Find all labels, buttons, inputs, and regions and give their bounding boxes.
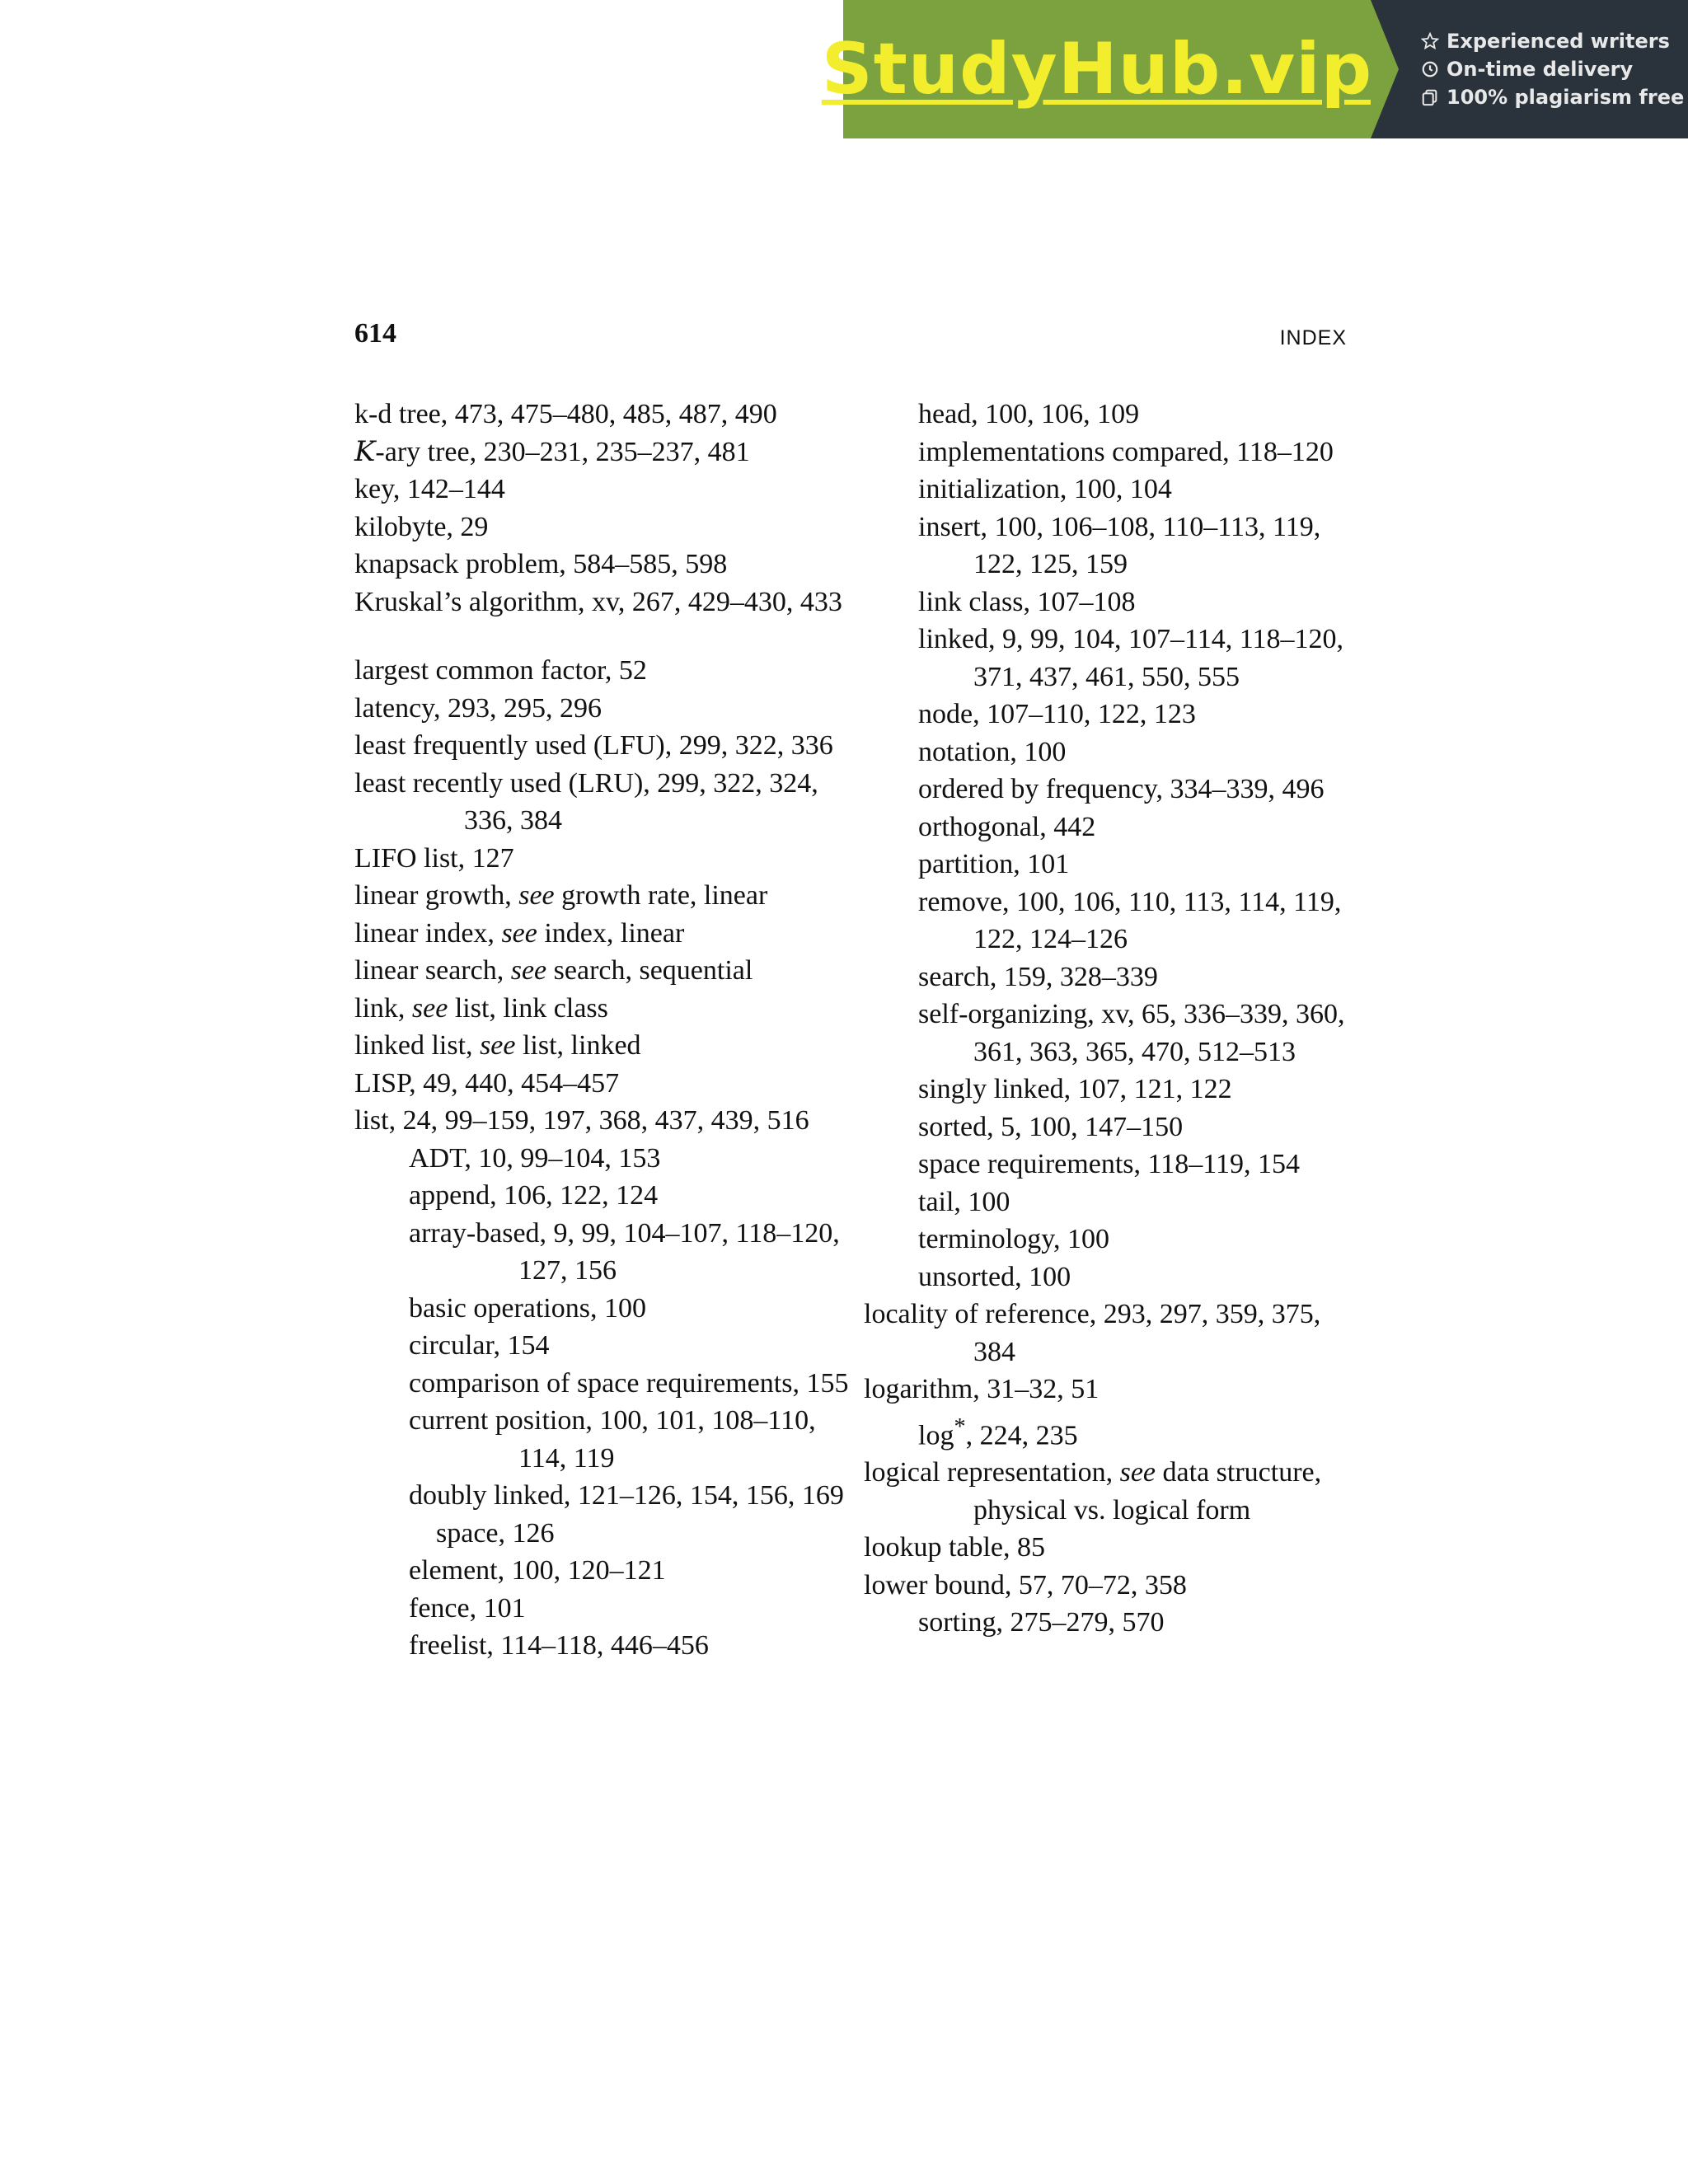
- index-entry: kilobyte, 29: [354, 511, 489, 542]
- index-subentry: current position, 100, 101, 108–110, 114, 119: [409, 1405, 816, 1474]
- index-subentry: partition, 101: [918, 849, 1070, 879]
- index-subentry: [864, 1408, 1358, 1455]
- index-entry-text: link,: [354, 992, 412, 1024]
- copy-icon: [1420, 87, 1440, 107]
- feature-label: On-time delivery: [1447, 58, 1634, 81]
- index-subentry: search, 159, 328–339: [918, 961, 1158, 992]
- index-subentry: space requirements, 118–119, 154: [918, 1149, 1300, 1179]
- index-entry: logarithm, 31–32, 51: [864, 1374, 1100, 1404]
- see-reference: see: [1119, 1457, 1156, 1488]
- index-subentry: append, 106, 122, 124: [409, 1180, 659, 1211]
- index-entry: knapsack problem, 584–585, 598: [354, 549, 728, 579]
- brand-panel: [821, 0, 1373, 138]
- index-subentry: element, 100, 120–121: [409, 1555, 666, 1586]
- index-column-right: [864, 396, 1358, 1642]
- index-entry: [864, 1454, 1358, 1529]
- index-subentry: array-based, 9, 99, 104–107, 118–120, 127, 156: [409, 1217, 840, 1286]
- index-entry: k-d tree, 473, 475–480, 485, 487, 490: [354, 399, 777, 429]
- index-entry: [354, 1027, 849, 1065]
- index-subentry: link class, 107–108: [918, 586, 1136, 617]
- feature-label: 100% plagiarism free: [1447, 86, 1685, 109]
- math-log: log: [918, 1419, 954, 1451]
- index-entry-text: linear growth,: [354, 880, 519, 911]
- clock-icon: [1420, 59, 1440, 79]
- index-entry: [354, 952, 849, 990]
- index-subentry: sorting, 275–279, 570: [918, 1607, 1165, 1638]
- math-superscript: *: [954, 1413, 966, 1440]
- see-reference: see: [480, 1030, 516, 1061]
- index-entry: least frequently used (LFU), 299, 322, 336: [354, 730, 833, 761]
- index-subentry: ordered by frequency, 334–339, 496: [918, 774, 1325, 804]
- index-subentry: freelist, 114–118, 446–456: [409, 1630, 709, 1661]
- feature-label: Experienced writers: [1447, 30, 1670, 53]
- feature-item: [1420, 86, 1688, 109]
- running-head: INDEX: [1279, 326, 1347, 349]
- index-entry-text: index, linear: [537, 917, 685, 949]
- index-subentry: head, 100, 106, 109: [918, 399, 1140, 429]
- index-subentry: tail, 100: [918, 1186, 1010, 1217]
- index-entry: list, 24, 99–159, 197, 368, 437, 439, 516: [354, 1105, 809, 1136]
- index-entry-text: , 224, 235: [965, 1419, 1078, 1451]
- page-number: 614: [354, 318, 396, 349]
- index-subsubentry: space, 126: [436, 1517, 555, 1549]
- index-entry-text: search, sequential: [546, 955, 753, 986]
- index-entry-text: -ary tree, 230–231, 235–237, 481: [375, 436, 750, 467]
- section-gap: [354, 621, 849, 652]
- ad-banner[interactable]: [821, 0, 1688, 138]
- feature-item: [1420, 58, 1688, 81]
- see-reference: see: [411, 992, 448, 1024]
- index-subentry: basic operations, 100: [409, 1292, 646, 1324]
- index-subentry: terminology, 100: [918, 1224, 1109, 1254]
- index-subentry: doubly linked, 121–126, 154, 156, 169: [409, 1480, 844, 1511]
- star-icon: [1420, 31, 1440, 51]
- index-entry-text: growth rate, linear: [554, 880, 768, 911]
- index-entry: key, 142–144: [354, 474, 505, 504]
- index-entry: LISP, 49, 440, 454–457: [354, 1067, 620, 1099]
- index-subentry: node, 107–110, 122, 123: [918, 699, 1196, 729]
- index-entry-text: list, link class: [448, 992, 608, 1024]
- index-column-left: [354, 396, 849, 1665]
- index-entry-text: linked list,: [354, 1030, 481, 1061]
- index-entry-text: linear index,: [354, 917, 502, 949]
- index-subentry: fence, 101: [409, 1592, 526, 1624]
- index-subentry: ADT, 10, 99–104, 153: [409, 1142, 661, 1174]
- index-entry-text: logical representation,: [864, 1457, 1120, 1488]
- index-subentry: circular, 154: [409, 1330, 550, 1361]
- index-subentry: remove, 100, 106, 110, 113, 114, 119, 122, 124–126: [918, 886, 1342, 954]
- index-subentry: singly linked, 107, 121, 122: [918, 1074, 1232, 1104]
- index-subentry: linked, 9, 99, 104, 107–114, 118–120, 371, 437, 461, 550, 555: [918, 624, 1343, 692]
- see-reference: see: [510, 955, 547, 986]
- index-subentry: initialization, 100, 104: [918, 474, 1172, 504]
- index-entry: [354, 434, 849, 471]
- index-entry: locality of reference, 293, 297, 359, 375, 384: [864, 1299, 1321, 1367]
- index-entry-text: data structure, physical vs. logical form: [973, 1457, 1322, 1526]
- index-subentry: self-organizing, xv, 65, 336–339, 360, 361, 363, 365, 470, 512–513: [918, 999, 1345, 1067]
- index-subentry: comparison of space requirements, 155: [409, 1367, 849, 1399]
- feature-panel: [1371, 0, 1688, 138]
- index-entry: lookup table, 85: [864, 1532, 1046, 1563]
- index-entry: latency, 293, 295, 296: [354, 692, 602, 724]
- index-entry: [354, 990, 849, 1028]
- index-entry-text: list, linked: [515, 1030, 641, 1061]
- index-entry: LIFO list, 127: [354, 842, 514, 874]
- index-subentry: sorted, 5, 100, 147–150: [918, 1111, 1184, 1142]
- index-entry: least recently used (LRU), 299, 322, 324, 336, 384: [354, 767, 818, 836]
- index-entry: Kruskal’s algorithm, xv, 267, 429–430, 433: [354, 586, 842, 617]
- see-reference: see: [518, 880, 555, 911]
- index-subentry: notation, 100: [918, 736, 1067, 767]
- index-entry: [354, 915, 849, 953]
- index-entry-text: linear search,: [354, 955, 511, 986]
- index-entry: [354, 877, 849, 915]
- math-variable: K: [354, 434, 376, 468]
- see-reference: see: [501, 917, 537, 949]
- brand-logo[interactable]: StudyHub.vip: [821, 28, 1373, 110]
- index-subentry: implementations compared, 118–120: [918, 436, 1334, 467]
- index-entry: lower bound, 57, 70–72, 358: [864, 1569, 1187, 1601]
- index-entry: largest common factor, 52: [354, 655, 647, 686]
- index-subentry: orthogonal, 442: [918, 811, 1096, 842]
- feature-item: [1420, 30, 1688, 53]
- index-subentry: insert, 100, 106–108, 110–113, 119, 122, 125, 159: [918, 511, 1321, 579]
- index-subentry: unsorted, 100: [918, 1261, 1071, 1292]
